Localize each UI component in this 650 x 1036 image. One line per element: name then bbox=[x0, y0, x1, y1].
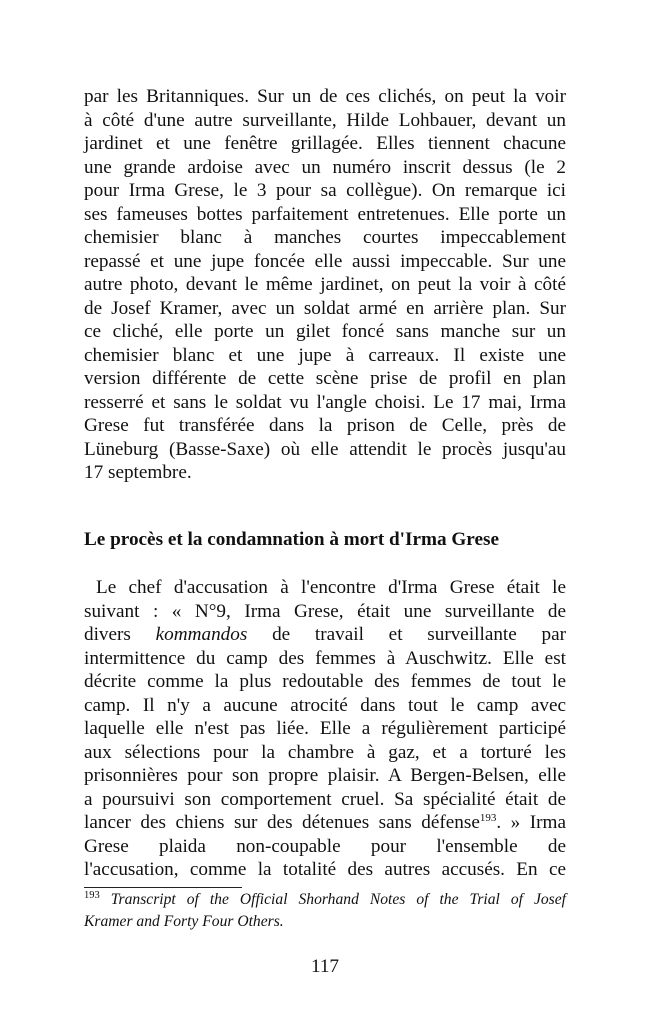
text-fragment: divers bbox=[84, 624, 131, 645]
text-line: prisonnières pour son propre plaisir. A Bergen-Belsen, elle bbox=[84, 765, 566, 786]
text-line: 17 septembre. bbox=[84, 462, 192, 483]
text-line: Lüneburg (Basse-Saxe) où elle attendit le procès jusqu'au bbox=[84, 438, 566, 460]
footnote-line: Kramer and Forty Four Others. bbox=[84, 913, 284, 930]
footnote bbox=[84, 889, 566, 933]
text-fragment: . » Irma bbox=[496, 812, 566, 833]
footnote-line bbox=[84, 889, 566, 911]
text-line: a poursuivi son comportement cruel. Sa spécialité était de bbox=[84, 788, 566, 810]
paragraph-1 bbox=[84, 85, 566, 485]
text-line: autre photo, devant le même jardinet, on peut la voir à côté bbox=[84, 274, 566, 295]
text-line: aux sélections pour la chambre à gaz, et a torturé les bbox=[84, 741, 566, 763]
footnote-number: 193 bbox=[84, 890, 100, 901]
text-line: une grande ardoise avec un numéro inscrit dessus (le 2 bbox=[84, 156, 566, 178]
page-number: 117 bbox=[310, 956, 340, 977]
italic-term: kommandos bbox=[155, 624, 248, 645]
text-line: à côté d'une autre surveillante, Hilde Lohbauer, devant un bbox=[84, 109, 566, 131]
text-line: Grese plaida non-coupable pour l'ensemble de bbox=[84, 835, 566, 857]
footnote-reference[interactable]: 193 bbox=[479, 812, 497, 824]
text-line: jardinet et une fenêtre grillagée. Elles tiennent chacune bbox=[84, 133, 566, 154]
text-line bbox=[84, 811, 566, 835]
footnote-separator bbox=[84, 887, 242, 888]
text-line: version différente de cette scène prise de profil en plan bbox=[84, 368, 566, 389]
text-fragment: lancer des chiens sur des détenues sans défense bbox=[84, 812, 480, 833]
section-heading: Le procès et la condamnation à mort d'Irma Grese bbox=[84, 529, 499, 550]
text-line: ses fameuses bottes parfaitement entretenues. Elle porte un bbox=[84, 203, 566, 225]
text-line: chemisier blanc à manches courtes impeccablement bbox=[84, 227, 566, 248]
text-line: laquelle elle n'est pas liée. Elle a régulièrement participé bbox=[84, 718, 566, 739]
text-line: Le chef d'accusation à l'encontre d'Irma Grese était le bbox=[96, 577, 566, 598]
paragraph-2 bbox=[84, 576, 566, 882]
text-line: camp. Il n'y a aucune atrocité dans tout le camp avec bbox=[84, 694, 566, 716]
text-line: intermittence du camp des femmes à Auschwitz. Elle est bbox=[84, 647, 566, 669]
text-line: chemisier blanc et une jupe à carreaux. Il existe une bbox=[84, 344, 566, 366]
text-line: repassé et une jupe foncée elle aussi impeccable. Sur une bbox=[84, 250, 566, 272]
text-line: par les Britanniques. Sur un de ces clichés, on peut la voir bbox=[84, 86, 566, 107]
text-line: Grese fut transférée dans la prison de Celle, près de bbox=[84, 415, 566, 436]
text-line bbox=[84, 623, 566, 647]
text-line: resserré et sans le soldat vu l'angle choisi. Le 17 mai, Irma bbox=[84, 391, 566, 413]
footnote-text: Transcript of the Official Shorhand Notes of the Trial of Josef bbox=[110, 891, 566, 908]
text-line: ce cliché, elle porte un gilet foncé sans manche sur un bbox=[84, 321, 566, 342]
text-line: décrite comme la plus redoutable des femmes de tout le bbox=[84, 671, 566, 692]
text-fragment: de travail et surveillante par bbox=[272, 624, 567, 645]
text-line: de Josef Kramer, avec un soldat armé en arrière plan. Sur bbox=[84, 297, 566, 319]
text-line: pour Irma Grese, le 3 pour sa collègue). On remarque ici bbox=[84, 180, 566, 201]
text-line: suivant : « N°9, Irma Grese, était une surveillante de bbox=[84, 600, 566, 622]
text-line: l'accusation, comme la totalité des autres accusés. En ce bbox=[84, 859, 566, 880]
